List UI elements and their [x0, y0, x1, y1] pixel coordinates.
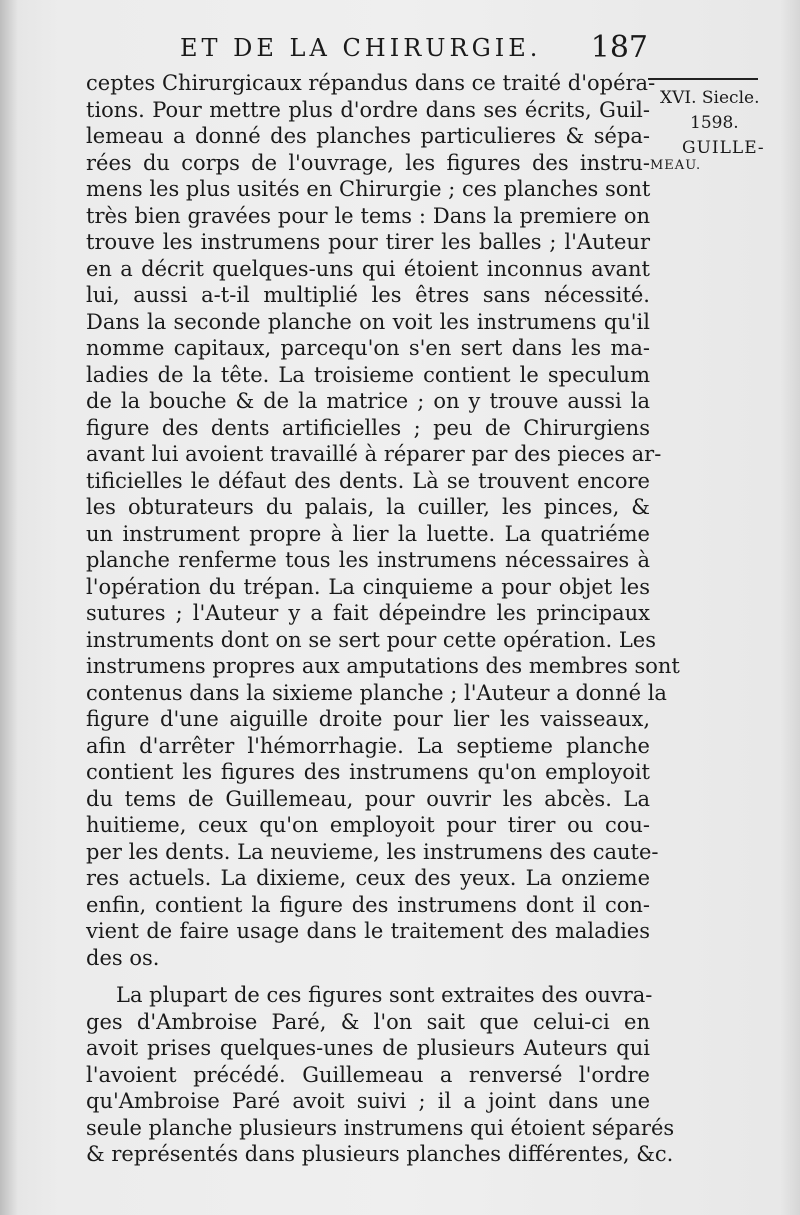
text-line: sutures ; l'Auteur y a fait dépeindre les principaux: [86, 601, 650, 625]
text-line: & représentés dans plusieurs planches différentes, &c.: [86, 1142, 674, 1166]
text-line: ceptes Chirurgicaux répandus dans ce traité d'opéra-: [86, 71, 656, 95]
margin-rule: [648, 78, 758, 80]
margin-note: [650, 86, 800, 178]
text-line: per les dents. La neuvieme, les instrumens des caute-: [86, 839, 659, 864]
text-line: ges d'Ambroise Paré, & l'on sait que celui-ci en: [86, 1009, 650, 1034]
text-line: lemeau a donné des planches particulieres & sépa-: [86, 124, 650, 148]
text-line: figure d'une aiguille droite pour lier les vaisseaux,: [86, 707, 650, 731]
text-line: les obturateurs du palais, la cuiller, les pinces, &: [86, 495, 650, 519]
text-line: un instrument propre à lier la luette. La quatriéme: [86, 521, 650, 546]
text-line: nomme capitaux, parcequ'on s'en sert dans les ma-: [86, 336, 650, 360]
margin-note-name-part2: MEAU.: [650, 158, 702, 173]
text-line: vient de faire usage dans le traitement des maladies: [86, 919, 650, 943]
text-line: La plupart de ces figures sont extraites des ouvra-: [116, 983, 653, 1007]
text-line: tificielles le défaut des dents. Là se trouvent encore: [86, 468, 650, 493]
text-line: qu'Ambroise Paré avoit suivi ; il a joint dans une: [86, 1089, 650, 1113]
text-line: avant lui avoient travaillé à réparer par des pieces ar-: [86, 442, 662, 466]
margin-note-year: 1598.: [690, 113, 739, 133]
paragraph-1: [86, 70, 680, 971]
text-line: tions. Pour mettre plus d'ordre dans ses écrits, Guil-: [86, 97, 650, 122]
text-line: afin d'arrêter l'hémorrhagie. La septieme planche: [86, 733, 650, 758]
text-line: contient les figures des instrumens qu'on employoit: [86, 760, 650, 784]
text-line: de la bouche & de la matrice ; on y trouve aussi la: [86, 389, 650, 413]
text-line: enfin, contient la figure des instrumens dont il con-: [86, 892, 650, 917]
text-line: lui, aussi a-t-il multiplié les êtres sans nécessité.: [86, 283, 650, 307]
text-line: huitieme, ceux qu'on employoit pour tirer ou cou-: [86, 813, 650, 837]
text-line: contenus dans la sixieme planche ; l'Auteur a donné la: [86, 680, 667, 705]
text-line: l'opération du trépan. La cinquieme a pour objet les: [86, 574, 650, 599]
text-line: seule planche plusieurs instrumens qui étoient séparés: [86, 1115, 675, 1140]
text-line: trouve les instrumens pour tirer les balles ; l'Auteur: [86, 230, 650, 254]
body-text: [86, 70, 680, 1168]
text-line: en a décrit quelques-uns qui étoient inconnus avant: [86, 256, 650, 281]
text-line: ladies de la tête. La troisieme contient le speculum: [86, 362, 650, 387]
text-line: planche renferme tous les instrumens nécessaires à: [86, 548, 650, 572]
text-line: rées du corps de l'ouvrage, les figures des instru-: [86, 150, 650, 175]
margin-note-name-part1: GUILLE-: [682, 138, 765, 158]
text-line: Dans la seconde planche on voit les instrumens qu'il: [86, 309, 650, 334]
text-line: des os.: [86, 945, 160, 970]
text-line: figure des dents artificielles ; peu de Chirurgiens: [86, 415, 650, 440]
text-line: res actuels. La dixieme, ceux des yeux. La onzieme: [86, 866, 650, 890]
text-line: instrumens propres aux amputations des membres sont: [86, 654, 680, 678]
text-line: instruments dont on se sert pour cette opération. Les: [86, 627, 656, 652]
paragraph-2: [86, 982, 675, 1168]
page-number: 187: [590, 30, 648, 65]
page-header: [180, 30, 660, 70]
running-head: ET DE LA CHIRURGIE.: [180, 34, 542, 62]
text-line: avoit prises quelques-unes de plusieurs Auteurs qui: [86, 1036, 650, 1060]
text-line: du tems de Guillemeau, pour ouvrir les abcès. La: [86, 786, 650, 811]
text-line: mens les plus usités en Chirurgie ; ces planches sont: [86, 177, 651, 201]
text-line: l'avoient précédé. Guillemeau a renversé l'ordre: [86, 1062, 650, 1087]
margin-note-century: XVI. Siecle.: [660, 88, 760, 108]
text-line: très bien gravées pour le tems : Dans la premiere on: [86, 203, 650, 228]
